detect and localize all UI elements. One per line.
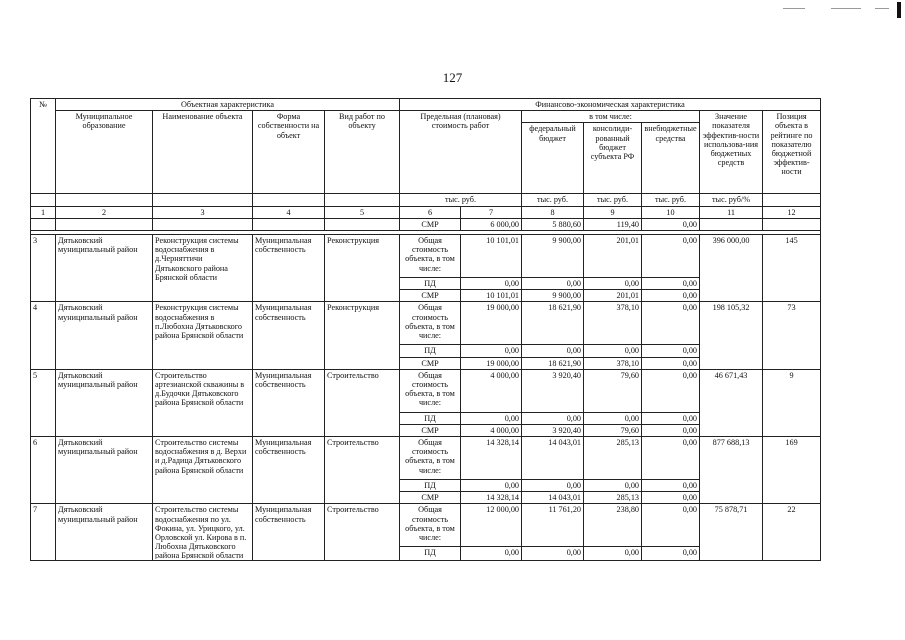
cell-extra: 0,00 [642, 504, 700, 547]
cell-municipal: Дятьковский муниципальный район [56, 504, 153, 561]
cell-extra: 0,00 [642, 302, 700, 345]
cell-consolidated: 285,13 [584, 437, 642, 480]
col-number: 8 [522, 206, 584, 218]
cell-municipal: Дятьковский муниципальный район [56, 369, 153, 436]
col-number: 5 [325, 206, 400, 218]
cell-extra: 0,00 [642, 218, 700, 230]
col-number: 3 [153, 206, 253, 218]
cell-position: 9 [763, 369, 821, 436]
cell-total: 4 000,00 [461, 369, 522, 412]
cell-federal: 18 621,90 [522, 302, 584, 345]
cell-total: 19 000,00 [461, 357, 522, 369]
header-object-group: Объектная характеристика [56, 99, 400, 111]
cell-total: 14 328,14 [461, 492, 522, 504]
cell-indicator: 396 000,00 [700, 234, 763, 301]
cell-consolidated: 0,00 [584, 547, 642, 561]
header-municipal: Муниципальное образование [56, 111, 153, 194]
page-number: 127 [442, 70, 463, 85]
cell-position: 145 [763, 234, 821, 301]
row-label-pd: ПД [400, 547, 461, 561]
cell-federal: 0,00 [522, 277, 584, 289]
cell-object-name: Строительство системы водоснабжения в д. Верхи и д.Радица Дятьковского района Брянской области [153, 437, 253, 504]
table-header [31, 99, 821, 219]
cell-total: 19 000,00 [461, 302, 522, 345]
cell-federal: 9 900,00 [522, 290, 584, 302]
cell-consolidated: 0,00 [584, 412, 642, 424]
cell-work-type: Реконструкция [325, 302, 400, 369]
header-position: Позиция объекта в рейтинге по показателю бюджетной эффектив-ности [763, 111, 821, 194]
row-label-smr: СМР [400, 424, 461, 436]
col-number: 11 [700, 206, 763, 218]
cell-total: 14 328,14 [461, 437, 522, 480]
cell-municipal: Дятьковский муниципальный район [56, 302, 153, 369]
cell-consolidated: 238,80 [584, 504, 642, 547]
column-number-row [31, 206, 821, 218]
row-label-smr: СМР [400, 290, 461, 302]
cell-federal: 14 043,01 [522, 492, 584, 504]
cell-extra: 0,00 [642, 492, 700, 504]
cell-federal: 5 880,60 [522, 218, 584, 230]
cell-extra: 0,00 [642, 424, 700, 436]
row-label-smr: СМР [400, 492, 461, 504]
cell-ownership: Муниципальная собственность [253, 302, 325, 369]
row-label-smr: СМР [400, 357, 461, 369]
cell-ownership: Муниципальная собственность [253, 369, 325, 436]
cell-work-type: Строительство [325, 437, 400, 504]
header-incl: в том числе: [522, 111, 700, 123]
cell-work-type: Реконструкция [325, 234, 400, 301]
cell-consolidated: 201,01 [584, 290, 642, 302]
financial-table [30, 98, 821, 561]
cell-object-name: Реконструкция системы водоснабжения в д.Черняттичи Дятьковского района Брянской области [153, 234, 253, 301]
unit-extrabudget: тыс. руб. [642, 194, 700, 206]
row-label-pd: ПД [400, 412, 461, 424]
header-work-type: Вид работ по объекту [325, 111, 400, 194]
header-extrabudget: внебюджетные средства [642, 123, 700, 194]
table-row [31, 437, 821, 480]
col-number: 9 [584, 206, 642, 218]
table-row [31, 302, 821, 345]
row-label-total: Общая стоимость объекта, в том числе: [400, 437, 461, 480]
table-row [31, 504, 821, 547]
row-number: 5 [31, 369, 56, 436]
cell-municipal: Дятьковский муниципальный район [56, 234, 153, 301]
cell-consolidated: 201,01 [584, 234, 642, 277]
cell-extra: 0,00 [642, 369, 700, 412]
col-number: 2 [56, 206, 153, 218]
cell-consolidated: 79,60 [584, 369, 642, 412]
cell-object-name: Строительство артезианской скважины в д.Будочки Дятьковского района Брянской области [153, 369, 253, 436]
cell-consolidated: 378,10 [584, 357, 642, 369]
cell-consolidated: 0,00 [584, 277, 642, 289]
header-num: № [31, 99, 56, 194]
cell-extra: 0,00 [642, 480, 700, 492]
row-label-pd: ПД [400, 277, 461, 289]
cell-total: 10 101,01 [461, 234, 522, 277]
cell-federal: 11 761,20 [522, 504, 584, 547]
cell-consolidated: 0,00 [584, 480, 642, 492]
cell-indicator: 877 688,13 [700, 437, 763, 504]
unit-indicator: тыс. руб/% [700, 194, 763, 206]
cell-total: 0,00 [461, 547, 522, 561]
cell-work-type: Строительство [325, 504, 400, 561]
unit-federal: тыс. руб. [522, 194, 584, 206]
cell-indicator: 198 105,32 [700, 302, 763, 369]
header-cost: Предельная (плановая) стоимость работ [400, 111, 522, 194]
col-number: 12 [763, 206, 821, 218]
cell-total: 6 000,00 [461, 218, 522, 230]
cell-position: 73 [763, 302, 821, 369]
cell-extra: 0,00 [642, 357, 700, 369]
row-label-smr: СМР [400, 218, 461, 230]
header-object-name: Наименование объекта [153, 111, 253, 194]
header-ownership: Форма собственности на объект [253, 111, 325, 194]
cell-position: 169 [763, 437, 821, 504]
header-federal: федеральный бюджет [522, 123, 584, 194]
cell-extra: 0,00 [642, 290, 700, 302]
header-finance-group: Финансово-экономическая характеристика [400, 99, 821, 111]
cell-indicator: 46 671,43 [700, 369, 763, 436]
col-number: 10 [642, 206, 700, 218]
cell-total: 4 000,00 [461, 424, 522, 436]
scan-marks [761, 2, 901, 20]
cell-total: 12 000,00 [461, 504, 522, 547]
col-number: 7 [461, 206, 522, 218]
cell-consolidated: 378,10 [584, 302, 642, 345]
scan-edge-mark [897, 2, 901, 18]
row-label-total: Общая стоимость объекта, в том числе: [400, 234, 461, 277]
unit-cost: тыс. руб. [400, 194, 522, 206]
cell-consolidated: 0,00 [584, 345, 642, 357]
row-number: 3 [31, 234, 56, 301]
cell-work-type: Строительство [325, 369, 400, 436]
col-number: 4 [253, 206, 325, 218]
cell-extra: 0,00 [642, 412, 700, 424]
row-label-total: Общая стоимость объекта, в том числе: [400, 302, 461, 345]
row-number: 6 [31, 437, 56, 504]
cell-total: 0,00 [461, 345, 522, 357]
cell-total: 0,00 [461, 277, 522, 289]
cell-object-name [153, 504, 253, 561]
table-row [31, 234, 821, 277]
cell-ownership: Муниципальная собственность [253, 437, 325, 504]
cell-federal: 0,00 [522, 412, 584, 424]
cell-consolidated: 119,40 [584, 218, 642, 230]
row-label-total: Общая стоимость объекта, в том числе: [400, 504, 461, 547]
cell-extra: 0,00 [642, 234, 700, 277]
cell-object-name: Реконструкция системы водоснабжения в п.Любохна Дятьковского района Брянской области [153, 302, 253, 369]
cell-extra: 0,00 [642, 547, 700, 561]
cell-indicator: 75 878,71 [700, 504, 763, 561]
cell-municipal: Дятьковский муниципальный район [56, 437, 153, 504]
cell-total: 10 101,01 [461, 290, 522, 302]
cell-total: 0,00 [461, 412, 522, 424]
cell-consolidated: 79,60 [584, 424, 642, 436]
cell-position: 22 [763, 504, 821, 561]
row-label-pd: ПД [400, 345, 461, 357]
col-number: 6 [400, 206, 461, 218]
units-row [31, 194, 821, 206]
cell-consolidated: 285,13 [584, 492, 642, 504]
row-label-total: Общая стоимость объекта, в том числе: [400, 369, 461, 412]
cell-federal: 3 920,40 [522, 424, 584, 436]
table-row [31, 369, 821, 412]
header-consolidated: консолиди-рованный бюджет субъекта РФ [584, 123, 642, 194]
cell-federal: 9 900,00 [522, 234, 584, 277]
cell-extra: 0,00 [642, 345, 700, 357]
cell-total: 0,00 [461, 480, 522, 492]
cell-federal: 18 621,90 [522, 357, 584, 369]
cell-ownership: Муниципальная собственность [253, 234, 325, 301]
cell-federal: 0,00 [522, 345, 584, 357]
cell-extra: 0,00 [642, 277, 700, 289]
cell-federal: 3 920,40 [522, 369, 584, 412]
object-name-text: Строительство системы водоснабжения по ул. Фокина, ул. Урицкого, ул. Орловской ул. Кирова в п. Любохна Дятьковского [155, 505, 247, 552]
carry-row [31, 218, 821, 230]
cell-federal: 14 043,01 [522, 437, 584, 480]
object-name-cut: района Брянской области [155, 551, 244, 560]
cell-extra: 0,00 [642, 437, 700, 480]
cell-federal: 0,00 [522, 480, 584, 492]
cell-federal: 0,00 [522, 547, 584, 561]
row-number: 7 [31, 504, 56, 561]
row-number: 4 [31, 302, 56, 369]
col-number: 1 [31, 206, 56, 218]
cell-ownership: Муниципальная собственность [253, 504, 325, 561]
unit-consolidated: тыс. руб. [584, 194, 642, 206]
row-label-pd: ПД [400, 480, 461, 492]
header-indicator: Значение показателя эффектив-ности использова-ния бюджетных средств [700, 111, 763, 194]
